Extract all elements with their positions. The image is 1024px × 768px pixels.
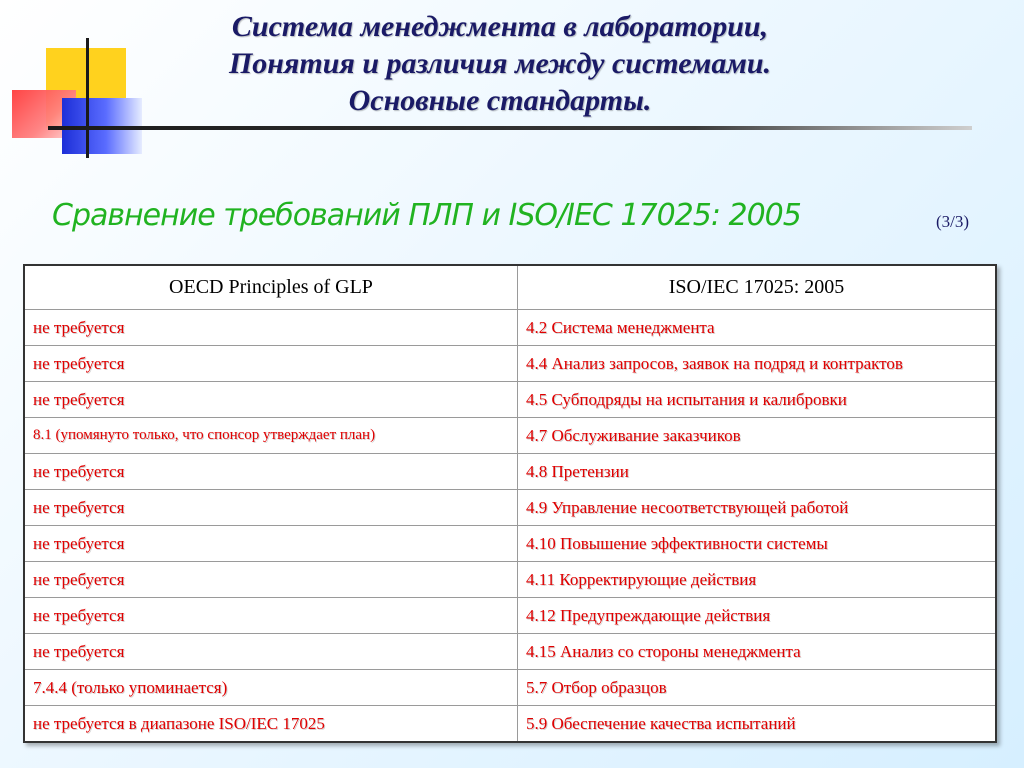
iso-cell: 4.7 Обслуживание заказчиков bbox=[518, 418, 997, 454]
glp-cell: не требуется в диапазоне ISO/IEC 17025 bbox=[24, 706, 518, 743]
table-row bbox=[24, 310, 996, 346]
iso-cell: 4.12 Предупреждающие действия bbox=[518, 598, 997, 634]
table-row bbox=[24, 634, 996, 670]
table-row bbox=[24, 526, 996, 562]
table-row bbox=[24, 346, 996, 382]
table-row bbox=[24, 454, 996, 490]
decor-horizontal-rule bbox=[48, 126, 972, 130]
column-header-iso: ISO/IEC 17025: 2005 bbox=[518, 265, 997, 310]
glp-cell: 8.1 (упомянуто только, что спонсор утверждает план) bbox=[24, 418, 518, 454]
slide-title-line-2: Понятия и различия между системами. bbox=[228, 47, 772, 80]
iso-cell: 4.11 Корректирующие действия bbox=[518, 562, 997, 598]
page-indicator: (3/3) bbox=[936, 212, 970, 231]
section-subtitle: Сравнение требований ПЛП и ISO/IEC 17025: 2005 bbox=[52, 198, 801, 233]
glp-cell: не требуется bbox=[24, 382, 518, 418]
table-row bbox=[24, 598, 996, 634]
glp-cell: не требуется bbox=[24, 310, 518, 346]
iso-cell: 4.9 Управление несоответствующей работой bbox=[518, 490, 997, 526]
iso-cell: 5.7 Отбор образцов bbox=[518, 670, 997, 706]
iso-cell: 5.9 Обеспечение качества испытаний bbox=[518, 706, 997, 743]
glp-cell: не требуется bbox=[24, 454, 518, 490]
table-row bbox=[24, 562, 996, 598]
table-row bbox=[24, 490, 996, 526]
slide-title-line-1: Система менеджмента в лаборатории, bbox=[231, 10, 769, 43]
iso-cell: 4.10 Повышение эффективности системы bbox=[518, 526, 997, 562]
glp-cell: не требуется bbox=[24, 526, 518, 562]
column-header-glp: OECD Principles of GLP bbox=[24, 265, 518, 310]
table-row bbox=[24, 382, 996, 418]
glp-cell: 7.4.4 (только упоминается) bbox=[24, 670, 518, 706]
decor-vertical-line bbox=[86, 38, 89, 158]
glp-cell: не требуется bbox=[24, 346, 518, 382]
glp-cell: не требуется bbox=[24, 490, 518, 526]
table-header-row bbox=[24, 265, 996, 310]
table-row bbox=[24, 670, 996, 706]
slide-title bbox=[200, 8, 800, 119]
glp-cell: не требуется bbox=[24, 634, 518, 670]
iso-cell: 4.2 Система менеджмента bbox=[518, 310, 997, 346]
glp-cell: не требуется bbox=[24, 598, 518, 634]
table-row bbox=[24, 418, 996, 454]
iso-cell: 4.15 Анализ со стороны менеджмента bbox=[518, 634, 997, 670]
comparison-table bbox=[23, 264, 997, 743]
slide-title-line-3: Основные стандарты. bbox=[348, 84, 652, 117]
glp-cell: не требуется bbox=[24, 562, 518, 598]
iso-cell: 4.4 Анализ запросов, заявок на подряд и контрактов bbox=[518, 346, 997, 382]
table-row bbox=[24, 706, 996, 743]
iso-cell: 4.8 Претензии bbox=[518, 454, 997, 490]
iso-cell: 4.5 Субподряды на испытания и калибровки bbox=[518, 382, 997, 418]
